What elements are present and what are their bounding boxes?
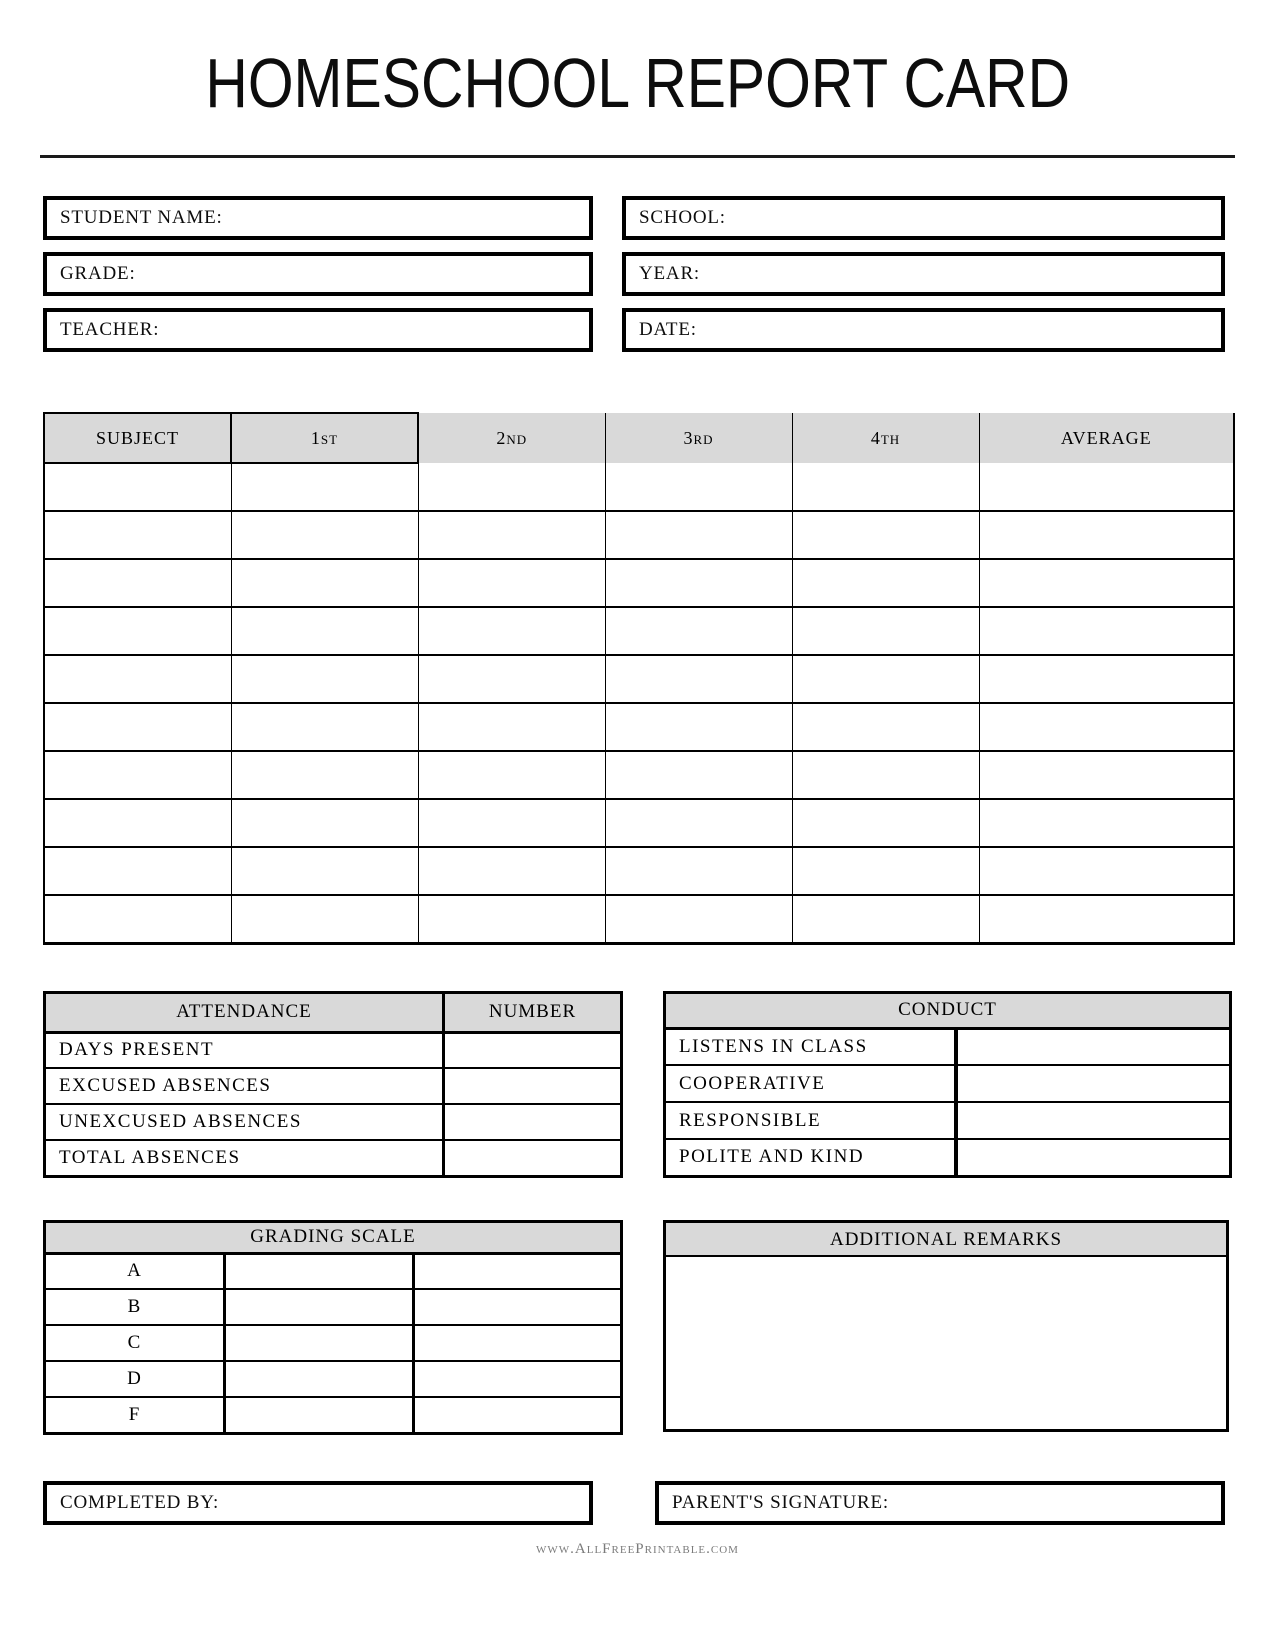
grades-cell (231, 559, 418, 607)
conduct-label-cell: COOPERATIVE (665, 1065, 956, 1102)
grades-row (44, 511, 1234, 559)
attendance-row (45, 1068, 622, 1104)
grades-cell (979, 511, 1234, 559)
grades-table (43, 412, 1235, 945)
attendance-value-cell (444, 1140, 622, 1176)
grades-cell (418, 703, 605, 751)
field-box-school (622, 196, 1225, 240)
grades-cell (979, 559, 1234, 607)
grades-cell (231, 799, 418, 847)
grades-cell (231, 895, 418, 943)
grades-cell (231, 655, 418, 703)
grades-row (44, 607, 1234, 655)
conduct-label-cell: POLITE AND KIND (665, 1139, 956, 1176)
grades-cell (979, 751, 1234, 799)
conduct-value-cell (956, 1139, 1231, 1176)
grades-row (44, 799, 1234, 847)
field-box-teacher (43, 308, 593, 352)
page-title: HOMESCHOOL REPORT CARD (205, 44, 1070, 122)
grades-cell (605, 511, 792, 559)
grades-row (44, 463, 1234, 511)
grading-scale-header-row (45, 1221, 622, 1253)
remarks-header: ADDITIONAL REMARKS (666, 1223, 1226, 1257)
grades-cell (44, 751, 231, 799)
grades-cell (605, 559, 792, 607)
attendance-label-cell: EXCUSED ABSENCES (45, 1068, 444, 1104)
field-box-year (622, 252, 1225, 296)
grades-cell (605, 847, 792, 895)
grades-cell (44, 847, 231, 895)
grade-range-cell (225, 1325, 414, 1361)
grades-cell (44, 703, 231, 751)
grades-cell (979, 799, 1234, 847)
grade-range-cell (414, 1289, 622, 1325)
grades-cell (792, 511, 979, 559)
grades-row (44, 847, 1234, 895)
conduct-value-cell (956, 1065, 1231, 1102)
parent-signature-label: PARENT'S SIGNATURE: (672, 1491, 889, 1513)
attendance-row (45, 1140, 622, 1176)
grades-header-3: 2nd (418, 413, 605, 463)
grades-row (44, 751, 1234, 799)
grades-cell (418, 751, 605, 799)
conduct-row (665, 1102, 1231, 1139)
grades-cell (792, 847, 979, 895)
grade-letter-cell: D (45, 1361, 225, 1397)
attendance-value-cell (444, 1032, 622, 1068)
grades-cell (44, 559, 231, 607)
attendance-value-cell (444, 1104, 622, 1140)
conduct-value-cell (956, 1102, 1231, 1139)
field-label-teacher: TEACHER: (60, 319, 160, 340)
grades-cell (418, 559, 605, 607)
grades-cell (979, 463, 1234, 511)
conduct-value-cell (956, 1028, 1231, 1065)
attendance-label-cell: DAYS PRESENT (45, 1032, 444, 1068)
grades-cell (44, 895, 231, 943)
grades-cell (231, 463, 418, 511)
title-area (0, 0, 1275, 123)
grade-range-cell (414, 1397, 622, 1433)
grading-scale-row (45, 1361, 622, 1397)
grade-letter-cell: B (45, 1289, 225, 1325)
conduct-row (665, 1065, 1231, 1102)
grade-range-cell (225, 1289, 414, 1325)
student-info-fields (43, 196, 1275, 352)
field-label-year: YEAR: (639, 263, 700, 284)
attendance-row (45, 1032, 622, 1068)
field-label-grade: GRADE: (60, 263, 136, 284)
field-box-grade (43, 252, 593, 296)
grades-cell (792, 895, 979, 943)
field-box-date (622, 308, 1225, 352)
grades-cell (418, 895, 605, 943)
grading-remarks-row (43, 1220, 1275, 1435)
grades-cell (231, 703, 418, 751)
attendance-row (45, 1104, 622, 1140)
grades-row (44, 703, 1234, 751)
grade-letter-cell: A (45, 1253, 225, 1289)
grades-cell (231, 607, 418, 655)
grade-letter-cell: C (45, 1325, 225, 1361)
remarks-body (666, 1257, 1226, 1429)
grades-cell (605, 655, 792, 703)
completed-by-label: COMPLETED BY: (60, 1491, 220, 1513)
remarks-box (663, 1220, 1229, 1432)
conduct-table (663, 991, 1232, 1178)
grades-cell (979, 895, 1234, 943)
grading-scale-row (45, 1325, 622, 1361)
grade-range-cell (414, 1253, 622, 1289)
grades-cell (792, 799, 979, 847)
grades-cell (979, 607, 1234, 655)
grades-cell (418, 511, 605, 559)
conduct-row (665, 1139, 1231, 1176)
grading-scale-row (45, 1289, 622, 1325)
grades-cell (44, 655, 231, 703)
grades-cell (231, 511, 418, 559)
conduct-row (665, 1028, 1231, 1065)
grading-scale-row (45, 1397, 622, 1433)
grades-cell (605, 703, 792, 751)
attendance-table (43, 991, 623, 1178)
grades-cell (605, 751, 792, 799)
attendance-conduct-row (43, 991, 1275, 1178)
completed-by-box (43, 1481, 593, 1525)
grades-cell (44, 607, 231, 655)
grades-cell (792, 751, 979, 799)
grades-cell (418, 655, 605, 703)
grades-cell (605, 895, 792, 943)
conduct-header: CONDUCT (665, 992, 1231, 1028)
grades-cell (792, 559, 979, 607)
conduct-header-row (665, 992, 1231, 1028)
grades-header-4: 3rd (605, 413, 792, 463)
grade-range-cell (225, 1253, 414, 1289)
grades-header-5: 4th (792, 413, 979, 463)
grades-cell (231, 847, 418, 895)
grade-range-cell (225, 1397, 414, 1433)
grades-cell (792, 463, 979, 511)
attendance-label-cell: UNEXCUSED ABSENCES (45, 1104, 444, 1140)
attendance-value-cell (444, 1068, 622, 1104)
grade-range-cell (414, 1361, 622, 1397)
grades-cell (979, 847, 1234, 895)
grade-range-cell (225, 1361, 414, 1397)
field-box-student-name (43, 196, 593, 240)
attendance-header-label: ATTENDANCE (45, 992, 444, 1032)
parent-signature-box (655, 1481, 1225, 1525)
grades-header-6: AVERAGE (979, 413, 1234, 463)
grades-cell (418, 799, 605, 847)
grades-cell (979, 655, 1234, 703)
grades-cell (44, 463, 231, 511)
attendance-header-number: NUMBER (444, 992, 622, 1032)
grades-header-row (44, 413, 1234, 463)
grades-cell (792, 655, 979, 703)
field-label-student-name: STUDENT NAME: (60, 207, 223, 228)
grading-scale-row (45, 1253, 622, 1289)
grades-row (44, 655, 1234, 703)
title-divider (40, 155, 1235, 158)
grades-row (44, 559, 1234, 607)
grades-cell (44, 799, 231, 847)
grades-cell (418, 847, 605, 895)
grades-cell (605, 463, 792, 511)
grades-cell (231, 751, 418, 799)
grades-cell (418, 463, 605, 511)
grade-range-cell (414, 1325, 622, 1361)
grading-scale-header: GRADING SCALE (45, 1221, 622, 1253)
grades-cell (792, 703, 979, 751)
grades-cell (792, 607, 979, 655)
grades-header-2: 1st (231, 413, 418, 463)
attendance-header-row (45, 992, 622, 1032)
conduct-label-cell: RESPONSIBLE (665, 1102, 956, 1139)
grades-cell (418, 607, 605, 655)
grading-scale-table (43, 1220, 623, 1435)
grades-cell (605, 799, 792, 847)
field-label-date: DATE: (639, 319, 697, 340)
grades-header-1: SUBJECT (44, 413, 231, 463)
field-label-school: SCHOOL: (639, 207, 726, 228)
grades-cell (979, 703, 1234, 751)
footer-website: www.AllFreePrintable.com (536, 1540, 739, 1557)
conduct-label-cell: LISTENS IN CLASS (665, 1028, 956, 1065)
signature-row (43, 1481, 1275, 1525)
grades-cell (605, 607, 792, 655)
attendance-label-cell: TOTAL ABSENCES (45, 1140, 444, 1176)
grades-cell (44, 511, 231, 559)
grades-row (44, 895, 1234, 943)
grade-letter-cell: F (45, 1397, 225, 1433)
